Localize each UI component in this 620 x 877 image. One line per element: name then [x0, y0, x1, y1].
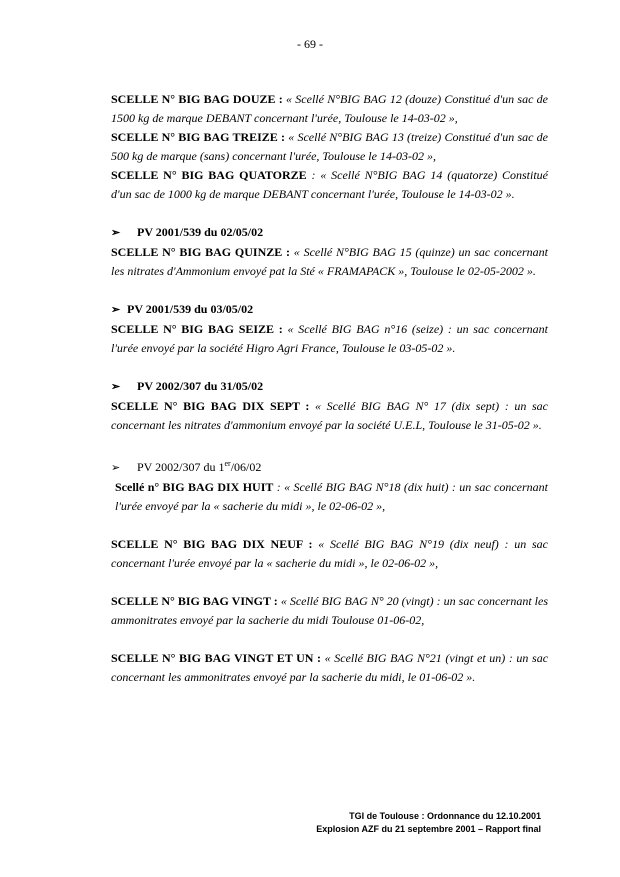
- seal-heading: SCELLE N° BIG BAG TREIZE :: [111, 130, 286, 144]
- seal-description: : « Scellé BIG BAG N°18 (dix huit) : un sac concernant l'urée envoyé par la « sacherie du midi », le 02-06-02 »,: [115, 480, 549, 513]
- pv-reference-4: ➢ PV 2002/307 du 1er/06/02: [111, 454, 548, 478]
- arrow-bullet-icon: ➢: [111, 227, 121, 239]
- seal-description: « Scellé N°BIG BAG 13 (treize) Constitué d'un sac de 500 kg de marque (sans) concernant l'urée, Toulouse le 14-03-02 »,: [111, 130, 548, 163]
- page-footer: [316, 810, 541, 836]
- pv-reference-2: ➢ PV 2001/539 du 03/05/02: [111, 300, 548, 320]
- seal-heading: SCELLE N° BIG BAG DIX NEUF :: [111, 537, 313, 551]
- page-number: - 69 -: [297, 37, 323, 51]
- seal-heading: SCELLE N° BIG BAG QUINZE :: [111, 245, 291, 259]
- seal-heading: SCELLE N° BIG BAG DOUZE :: [111, 92, 283, 106]
- seal-entry-21: [111, 649, 548, 687]
- document-body: [111, 90, 548, 687]
- seal-heading: SCELLE N° BIG BAG QUATORZE: [111, 168, 307, 182]
- seal-description: « Scellé BIG BAG N° 17 (dix sept) : un sac concernant les nitrates d'ammonium envoyé par la société U.E.L, Toulouse le 31-05-02 ».: [111, 399, 548, 432]
- arrow-bullet-icon: ➢: [111, 304, 121, 316]
- seal-heading: SCELLE N° BIG BAG VINGT ET UN :: [111, 651, 322, 665]
- seal-description: « Scellé BIG BAG N° 20 (vingt) : un sac concernant les ammonitrates envoyé par la sacherie du midi Toulouse 01-06-02,: [111, 594, 549, 627]
- seal-entry-18: [111, 478, 548, 516]
- seal-heading: Scellé n° BIG BAG DIX HUIT: [115, 480, 274, 494]
- seal-entry-12: [111, 90, 548, 128]
- seal-entry-19: [111, 535, 548, 573]
- seal-description: « Scellé BIG BAG N°19 (dix neuf) : un sac concernant l'urée envoyé par la « sacherie du midi », le 02-06-02 »,: [111, 537, 548, 570]
- seal-entry-20: [111, 592, 548, 630]
- seal-entry-16: [111, 320, 548, 358]
- pv-reference-3: ➢ PV 2002/307 du 31/05/02: [111, 377, 548, 397]
- footer-line-court: TGI de Toulouse : Ordonnance du 12.10.2001: [349, 811, 541, 821]
- seal-entry-15: [111, 243, 548, 281]
- seal-description: « Scellé BIG BAG n°16 (seize) : un sac concernant l'urée envoyé par la société Higro Agri France, Toulouse le 03-05-02 ».: [111, 322, 549, 355]
- seal-description: « Scellé N°BIG BAG 12 (douze) Constitué d'un sac de 1500 kg de marque DEBANT concernant l'urée, Toulouse le 14-03-02 »,: [111, 92, 548, 125]
- seal-entry-14: [111, 166, 548, 204]
- arrow-bullet-icon: ➢: [111, 462, 121, 474]
- seal-entry-13: [111, 128, 548, 166]
- pv-reference-1: ➢ PV 2001/539 du 02/05/02: [111, 223, 548, 243]
- seal-heading: SCELLE N° BIG BAG VINGT :: [111, 594, 278, 608]
- seal-description: : « Scellé N°BIG BAG 14 (quatorze) Constitué d'un sac de 1000 kg de marque DEBANT concernant l'urée, Toulouse le 14-03-02 ».: [111, 168, 549, 201]
- seal-heading: SCELLE N° BIG BAG SEIZE :: [111, 322, 283, 336]
- seal-entry-17: [111, 397, 548, 435]
- arrow-bullet-icon: ➢: [111, 381, 121, 393]
- footer-line-report: Explosion AZF du 21 septembre 2001 – Rapport final: [316, 824, 541, 834]
- seal-description: « Scellé BIG BAG N°21 (vingt et un) : un sac concernant les ammonitrates envoyé par la sacherie du midi, le 01-06-02 ».: [111, 651, 549, 684]
- seal-heading: SCELLE N° BIG BAG DIX SEPT :: [111, 399, 310, 413]
- seal-description: « Scellé N°BIG BAG 15 (quinze) un sac concernant les nitrates d'Ammonium envoyé pat la Sté « FRAMAPACK », Toulouse le 02-05-2002 ».: [111, 245, 549, 278]
